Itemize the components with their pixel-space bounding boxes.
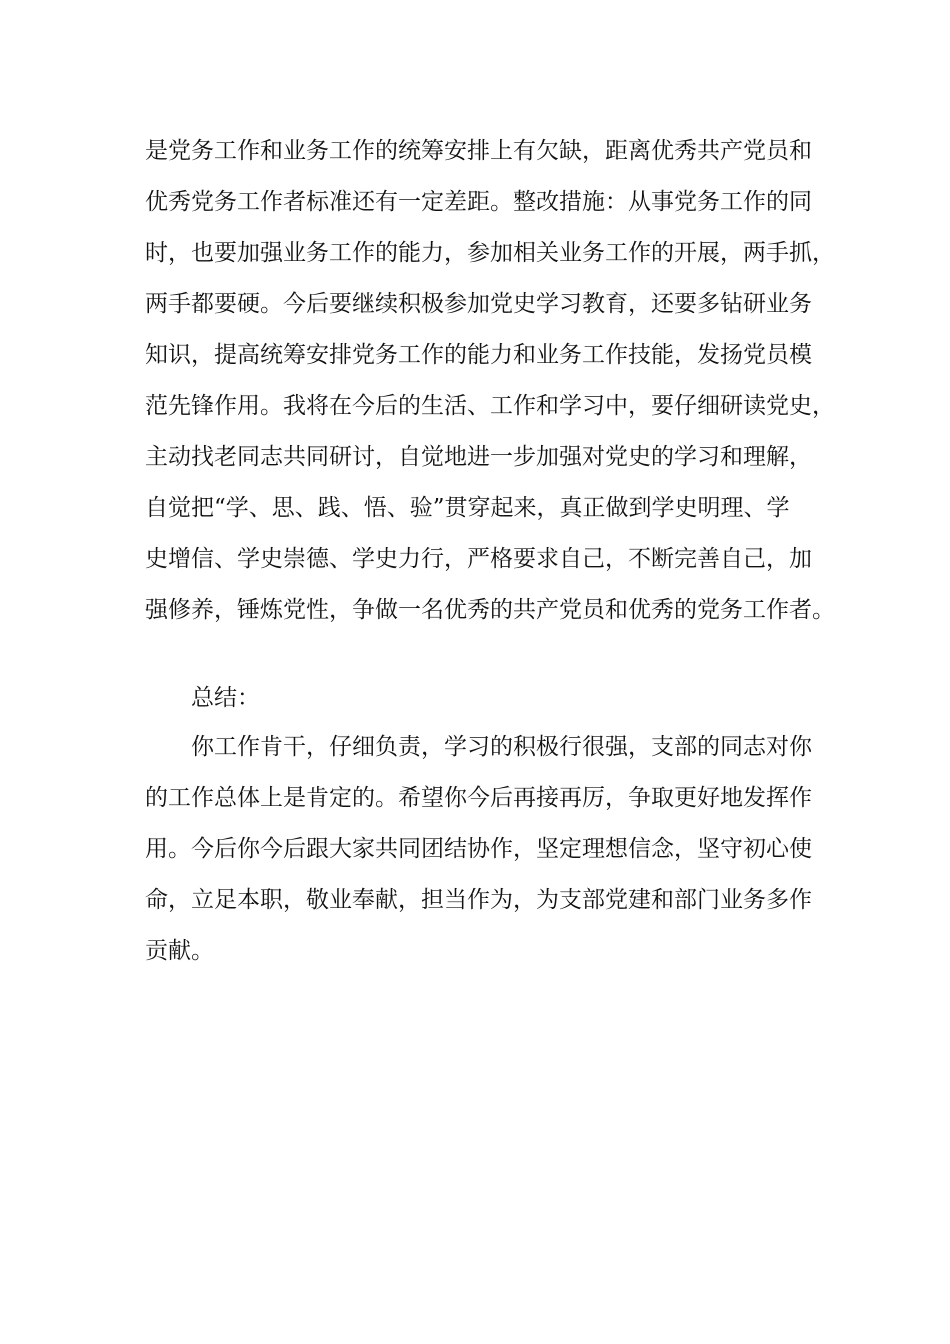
text-line: 时，也要加强业务工作的能力，参加相关业务工作的开展，两手抓， <box>145 240 835 266</box>
text-line: 的工作总体上是肯定的。希望你今后再接再厉，争取更好地发挥作 <box>145 785 812 811</box>
text-line: 史增信、学史崇德、学史力行，严格要求自己，不断完善自己，加 <box>145 546 812 572</box>
rectification-paragraph <box>145 126 835 636</box>
text-line: 用。今后你今后跟大家共同团结协作，坚定理想信念，坚守初心使 <box>145 836 812 862</box>
text-line: 两手都要硬。今后要继续积极参加党史学习教育，还要多钻研业务 <box>145 291 812 317</box>
text-line: 优秀党务工作者标准还有一定差距。整改措施：从事党务工作的同 <box>145 189 812 215</box>
text-line: 知识，提高统筹安排党务工作的能力和业务工作技能，发扬党员模 <box>145 342 812 368</box>
text-line: 你工作肯干，仔细负责，学习的积极行很强，支部的同志对你 <box>191 734 812 760</box>
text-line: 命，立足本职，敬业奉献，担当作为，为支部党建和部门业务多作 <box>145 887 812 913</box>
summary-heading-text: 总结： <box>191 685 260 711</box>
text-line: 是党务工作和业务工作的统筹安排上有欠缺，距离优秀共产党员和 <box>145 138 812 164</box>
summary-paragraph <box>145 722 825 977</box>
text-line: 贡献。 <box>145 938 214 964</box>
text-line: 强修养，锤炼党性，争做一名优秀的共产党员和优秀的党务工作者。 <box>145 597 835 623</box>
text-line: 范先锋作用。我将在今后的生活、工作和学习中，要仔细研读党史， <box>145 393 835 419</box>
text-line: 自觉把“学、思、践、悟、验”贯穿起来，真正做到学史明理、学 <box>145 495 790 521</box>
summary-heading <box>145 673 825 724</box>
text-line: 主动找老同志共同研讨，自觉地进一步加强对党史的学习和理解， <box>145 444 812 470</box>
